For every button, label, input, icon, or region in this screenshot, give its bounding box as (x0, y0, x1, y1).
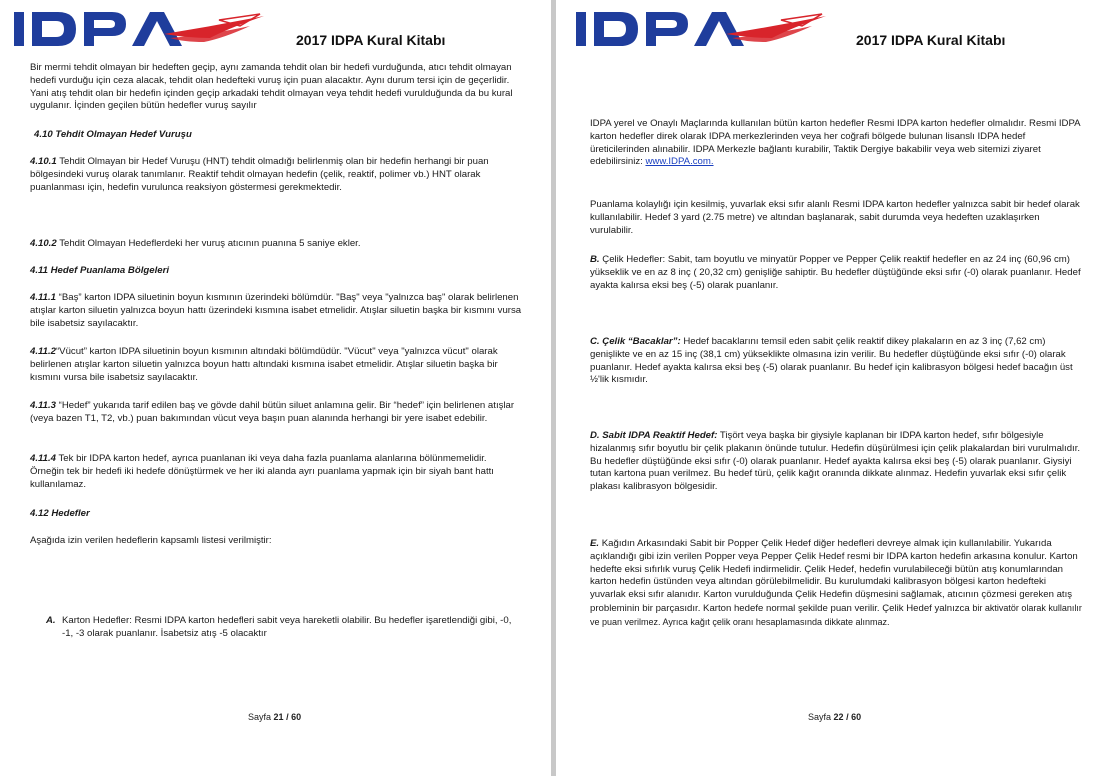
list-label: A. (46, 615, 56, 626)
footer-separator: / (286, 712, 289, 722)
footer-prefix: Sayfa (248, 712, 272, 722)
list-text: Karton Hedefler: Resmi IDPA karton hedefleri sabit veya hareketli olabilir. Bu hedefler işaretlendiği gibi, -0, -1, -3 olarak puanlanır. İsabetsiz atış -5 olacaktır (62, 615, 512, 639)
rule-4-11-3 (30, 400, 522, 426)
rule-number: 4.11.4 (30, 453, 56, 464)
page-header-title: 2017 IDPA Kural Kitabı (296, 32, 446, 48)
rule-text: “Hedef” yukarıda tarif edilen baş ve gövde dahil bütün siluet anlamına gelir. Bir “hedef” için belirlenen atışlar (veya bazen T1, T2, vb.) puan bakımından vücut veya başın puan alanında herhangi bir yere isabet edebilir. (30, 400, 515, 424)
rule-number: 4.10.2 (30, 238, 57, 249)
idpa-website-link[interactable]: www.IDPA.com. (645, 156, 714, 168)
footer-page-number: 21 (273, 712, 284, 722)
list-text: Çelik Hedefler: Sabit, tam boyutlu ve minyatür Popper ve Pepper Çelik reaktif hedefler en az 24 inç (60,96 cm) yükseklik ve en az 8 inç ( 20,32 cm) genişliğe sahiptir. Bu hedefler düştüğünde eksi sıfır (-0) olarak puanlanır. Hedef ayakta kalırsa eksi beş (-5) olarak puanlanır. (590, 254, 1081, 291)
footer-page-total: 60 (851, 712, 862, 722)
page-footer (248, 712, 301, 722)
list-item-b (590, 254, 1082, 292)
idpa-logo (14, 8, 269, 52)
rounded-target-paragraph: Puanlama kolaylığı için kesilmiş, yuvarlak eksi sıfır alanlı Resmi IDPA karton hedefler yalnızca sabit bir hedef olarak kullanılabilir. Hedef 3 yard (2.75 metre) ve altından başlanarak, sabit durumda veya hedeften uzaklaşırken vurulabilir. (590, 199, 1080, 236)
section-heading-4-10: 4.10 Tehdit Olmayan Hedef Vuruşu (34, 129, 192, 140)
section-heading-4-12: 4.12 Hedefler (30, 508, 90, 519)
list-item-c (590, 336, 1082, 387)
page-21 (0, 0, 551, 776)
rule-4-11-1 (30, 292, 522, 330)
rule-4-11-4 (30, 453, 522, 491)
rule-number: 4.11.2 (30, 346, 56, 357)
rule-text: Tehdit Olmayan bir Hedef Vuruşu (HNT) tehdit olmadığı belirlenmiş olan bir hedefin herhangi bir puan bölgesindeki vuruş olarak tanımlanır. Reaktif tehdit olmayan hedefin (çelik, reaktif, polimer vb.) HNT olarak puanlanması için, hedefin vurulunca reaksiyon göstermesi gerekmektedir. (30, 156, 489, 193)
list-item-e (590, 538, 1082, 630)
rule-text: Tek bir IDPA karton hedef, ayrıca puanlanan iki veya daha fazla puanlama alanlarına bölünmemelidir. Örneğin tek bir hedefi iki hedefe dönüştürmek ve her iki alanda ayrı puanlama yapmak için bir siyah bant hattı kullanılamaz. (30, 453, 494, 490)
list-label: B. (590, 254, 600, 265)
targets-intro: Aşağıda izin verilen hedeflerin kapsamlı listesi verilmiştir: (30, 535, 272, 546)
footer-page-total: 60 (291, 712, 302, 722)
idpa-logo (576, 8, 831, 52)
list-text-continued: bir aktivatör olarak kullanılır ve puan verilmez. Ayrıca kağıt çelik oranı hesaplamasında dikkate alınmaz. (590, 602, 1082, 627)
list-item-d (590, 430, 1082, 494)
list-item-a (46, 615, 516, 641)
intro-paragraph: Bir mermi tehdit olmayan bir hedeften geçip, aynı zamanda tehdit olan bir hedefi vurduğunda, atıcı tehdit olmayan hedefi vurduğu için ceza alacak, tehdit olan hedefteki vuruş için puan alacaktır. Aynı durum tersi için de geçerlidir. Yani atış tehdit olan bir hedefin içinden geçip arkadaki tehdit olmayan veya tehdit hedefi vurulduğunda da bu kural uygulanır. İçinden geçilen bütün hedefler vuruş sayılır (30, 62, 513, 112)
rule-number: 4.11.3 (30, 400, 56, 411)
rule-text: “Vücut” karton IDPA siluetinin boyun kısmının altındaki bölümdüdür. "Vücut" veya "yalnızca vücut" olarak belirlenen atışlar karton siluetin yalnızca boyun hattı altındaki kısmına isabet etmelidir. Atışlar siluetin başka bir kısmını vursa bile isabetsiz sayılacaktır. (30, 346, 498, 383)
list-text: Tişört veya başka bir giysiyle kaplanan bir IDPA karton hedef, sıfır bölgesiyle hizalanmış sıfır boyutlu bir çelik plakanın önünde tutulur. Hedefin düşürülmesi için çelik plakalardan biri vurulmalıdır. Bu hedefler düştüğünde eksi sıfır (-0) olarak puanlanır. Hedef ayakta kalırsa eksi beş (-5) olarak puanlanır. Giysiyi tutan kartona puan verilmez. Bu hedef türü, çelik kağıt oranında dikkate alınmaz. Hedefin yuvarlak eksi sıfır çelik plakası kalibrasyon bölgesidir. (590, 430, 1081, 493)
list-text: Kağıdın Arkasındaki Sabit bir Popper Çelik Hedef diğer hedefleri devreye almak için kullanılabilir. Yukarıda açıklandığı gibi izin verilen Popper veya Pepper Çelik Hedef resmi bir IDPA karton hedefin arkasına konulur. Karton hedefte eksi sıfırlık vuruş Çelik Hedefi indirmelidir. Çelik Hedef, hedefin vurulabileceği bütün atış konumlarından karton hedefin üstünden veya altından görülebilmelidir. Bu kurulumdaki kalibrasyon bölgesi karton hedefteki yuvarlak eksi sıfır alanıdır. Karton vurulduğunda Çelik Hedefin düşmesini sağlamak, atıcının çözmesi gereken atış probleminin bir parçasıdır. Karton hedefe normal şekilde puan verilir. Çelik Hedef yalnızca (590, 538, 1078, 614)
intro-text: IDPA yerel ve Onaylı Maçlarında kullanılan bütün karton hedefler Resmi IDPA karton hedefler olmalıdır. Resmi IDPA karton hedefler direk olarak IDPA merkezlerinden veya her coğrafi bölgede bulunan lisanslı IDPA hedef üreticilerinden alınabilir. IDPA Merkezle bağlantı kurabilir, Taktik Dergiye bakabilir veya web sitemizi ziyaret edebilirsiniz: (590, 118, 1081, 168)
list-text: Hedef bacaklarını temsil eden sabit çelik reaktif dikey plakaların en az 3 inç (7,62 cm) genişlikte ve en az 15 inç (38,1 cm) yükseklikte olmasına izin verilir. Bu hedefler düştüğünde eksi sıfır (-0) olarak puanlanır. Hedef ayakta kalırsa eksi beş (-5) olarak puanlanır. Bu hedef için kalibrasyon bölgesi hedef bacağın üst ½'lik kısmıdır. (590, 336, 1073, 386)
page-header-title: 2017 IDPA Kural Kitabı (856, 32, 1006, 48)
rule-number: 4.10.1 (30, 156, 57, 167)
rule-number: 4.11.1 (30, 292, 56, 303)
footer-separator: / (846, 712, 849, 722)
rule-text: Tehdit Olmayan Hedeflerdeki her vuruş atıcının puanına 5 saniye ekler. (59, 238, 361, 249)
rule-4-10-2 (30, 238, 361, 251)
footer-prefix: Sayfa (808, 712, 832, 722)
page-22 (556, 0, 1103, 776)
intro-paragraph (590, 118, 1082, 169)
page-footer (808, 712, 861, 722)
rule-4-11-2 (30, 346, 522, 384)
list-label: D. Sabit IDPA Reaktif Hedef: (590, 430, 718, 441)
section-heading-4-11: 4.11 Hedef Puanlama Bölgeleri (30, 265, 169, 276)
rule-4-10-1 (30, 156, 522, 194)
list-label: C. Çelik “Bacaklar”: (590, 336, 681, 347)
list-label: E. (590, 538, 600, 549)
footer-page-number: 22 (833, 712, 844, 722)
rule-text: “Baş” karton IDPA siluetinin boyun kısmının üzerindeki bölümdür. "Baş" veya "yalnızca baş" olarak belirlenen atışlar karton siluetin yalnızca boyun hattı üzerindeki kısmına isabet etmelidir. Atışlar siluetin başka bir kısmını vursa bile isabetsiz sayılacaktır. (30, 292, 522, 329)
